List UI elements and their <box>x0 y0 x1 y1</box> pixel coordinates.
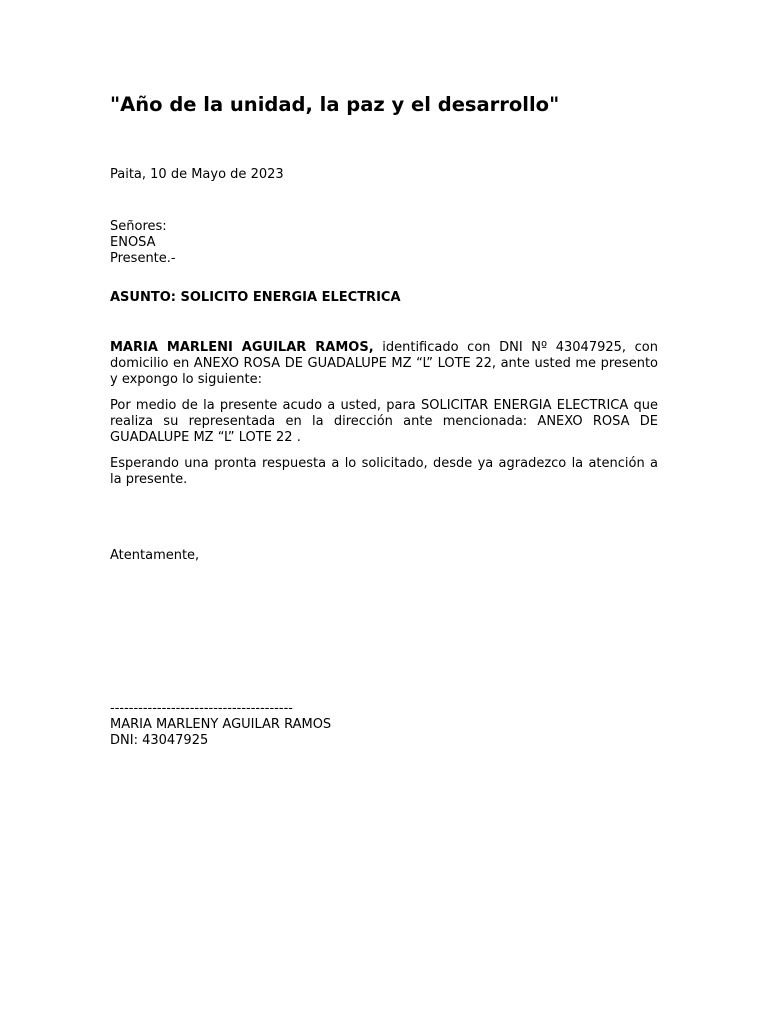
body-paragraph-thanks: Esperando una pronta respuesta a lo solicitado, desde ya agradezco la atención a la presente. <box>110 456 658 487</box>
place-date: Paita, 10 de Mayo de 2023 <box>110 167 284 182</box>
recipient-presente: Presente.- <box>110 251 176 266</box>
body-paragraph-request: Por medio de la presente acudo a usted, para SOLICITAR ENERGIA ELECTRICA que realiza su representada en la dirección ante mencionada: ANEXO ROSA DE GUADALUPE MZ “L” LOTE 22 . <box>110 398 658 445</box>
signer-dni: DNI: 43047925 <box>110 733 209 748</box>
letter-body <box>110 340 658 498</box>
signature-block <box>110 701 331 749</box>
signer-name: MARIA MARLENY AGUILAR RAMOS <box>110 717 332 732</box>
recipient-organization: ENOSA <box>110 235 156 250</box>
intro-text: identificado con DNI Nº 43047925, con domicilio en ANEXO ROSA DE GUADALUPE MZ “L” LOTE 22, ante usted me presento y expongo lo siguiente: <box>110 340 658 387</box>
subject-line: ASUNTO: SOLICITO ENERGIA ELECTRICA <box>110 290 401 305</box>
recipient-salutation: Señores: <box>110 219 167 234</box>
body-paragraph-intro <box>110 340 658 388</box>
year-motto-heading: "Año de la unidad, la paz y el desarrollo" <box>110 93 560 116</box>
recipient-block <box>110 219 176 267</box>
closing: Atentamente, <box>110 548 200 563</box>
signature-line: --------------------------------------- <box>110 701 293 716</box>
sender-name: MARIA MARLENI AGUILAR RAMOS, <box>110 340 374 355</box>
